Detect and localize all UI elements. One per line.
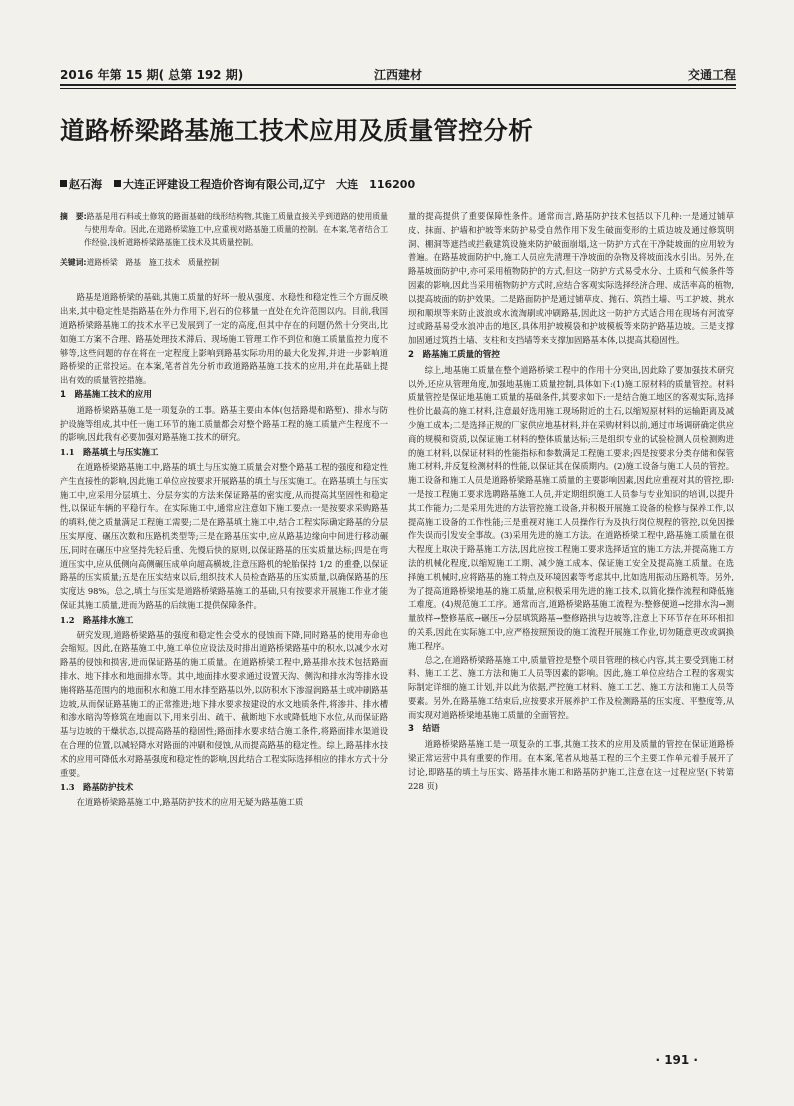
author-affiliation: 大连正评建设工程造价咨询有限公司,辽宁 大连 116200 (123, 178, 416, 191)
keywords (60, 256, 388, 270)
right-column (408, 210, 734, 793)
section-name: 交通工程 (687, 68, 736, 82)
subsection-1-3-paragraph: 在道路桥梁路基施工中,路基防护技术的应用无疑为路基施工质 (76, 797, 304, 808)
issue-info: 2016 年第 15 期( 总第 192 期) (60, 68, 244, 82)
header-rule-thin (60, 88, 736, 89)
subsection-heading-1-2: 1.2 路基排水施工 (60, 614, 134, 625)
journal-name: 江西建材 (373, 68, 422, 82)
section-2-paragraph: 综上,地基施工质量在整个道路桥梁工程中的作用十分突出,因此除了要加强技术研究以外,还应从管理角度,加强地基施工质量控制,具体如下:(1)施工原材料的质量管控。材料质量管控是保证地基施工质量的基础条件,其要求如下:一是结合施工地区的客观实际,选择性价比最高的施工材料,注意最好选用施工现场附近的土石,以缩短原材料的运输距离及减少施工成本;二是选择正规的厂家供应地基材料,并在采购材料以前,通过市场调研确定供应商的规模和资质,以保证施工材料的整体质量达标;三是组织专业的试验检测人员检测购进的施工材料,以保证材料的性能指标和参数满足工程施工要求;四是按要求分类存储和保管施工材料,并反复检测材料的性能,以保证其在保质期内。(2)施工设备与施工人员的管控。施工设备和施工人员是道路桥梁路基施工质量的主要影响因素,因此应重视对其的管控,即:一是按工程施工要求选聘路基施工人员,并定期组织施工人员参与专业知识的培训,以提升其工作能力;二是采用先进的方法管控施工设备,并积极开展施工设备的检修与保养工作,以提高施工设备的工作性能;三是重视对施工人员操作行为及执行岗位规程的管控,以免因操作失误而引发安全事故。(3)采用先进的施工方法。在道路桥梁工程中,路基施工质量在很大程度上取决于路基施工方法,因此应按工程施工要求选择适宜的施工方法,并提高施工方法的机械化程度,以缩短施工工期、减少施工成本、保证施工安全及提高施工质量。在选择施工机械时,应将路基的施工特点及环境因素等考虑其中,比如选用振动压路机等。另外,为了提高道路桥梁地基的施工质量,应积极采用先进的施工技术,以简化操作流程和降低施工难度。(4)规范施工工序。通常而言,道路桥梁路基施工流程为:整修便道→挖排水沟→测量放样→整修基底→碾压→分层填筑路基→整修路拱与边坡等,注意上下环节存在环环相扣的关系,因此在实际施工中,应严格按照预设的施工流程开展施工作业,切勿随意更改或调换施工程序。 (408, 364, 734, 651)
section-heading-1: 1 路基施工技术的应用 (60, 389, 152, 400)
section-2-summary: 总之,在道路桥梁路基施工中,质量管控是整个项目管理的核心内容,其主要受到施工材料、施工工艺、施工方法和施工人员等因素的影响。因此,施工单位应结合工程的客观实际制定详细的施工计划,并以此为依据,严控施工材料、施工工艺、施工方法和施工人员等要素。另外,在路基施工结束后,应按要求开展养护工作及检测路基的压实度、平整度等,从而实现对道路桥梁地基施工质量的全面管控。 (408, 654, 734, 720)
author-line (60, 176, 736, 192)
header-rule (60, 84, 736, 86)
page-number: · 191 · (655, 1053, 698, 1067)
subsection-1-2-paragraph: 研究发现,道路桥梁路基的强度和稳定性会受水的侵蚀而下降,同时路基的使用寿命也会缩短。因此,在路基施工中,施工单位应设法及时排出道路桥梁路基中的积水,以减少水对路基的侵蚀和损害,进而保证路基的施工质量。在道路桥梁工程中,路基排水技术包括路面排水、地下排水和地面排水等。其中,地面排水要求通过设置天沟、侧沟和排水沟等排水设施将路基范围内的地面积水和施工用水排至路基以外,以防积水下渗湿润路基土或冲刷路基边坡,从而保证路基施工的正常推进;地下排水要求按建设的水文地质条件,将渗井、排水槽和渗水暗沟等修筑在地面以下,用来引出、疏干、截断地下水或降低地下水位,从而保证路基与边坡的干燥状态,以提高路基的稳固性;路面排水要求结合施工条件,将路面排水渠道设在合理的位置,以减轻降水对路面的冲刷和侵蚀,从而提高路基的稳定性。综上,路基排水技术的应用可降低水对路基强度和稳定性的影响,因此结合工程实际选择相应的排水方式十分重要。 (60, 629, 388, 778)
abstract-text: 路基是用石料或土修筑的路面基础的线形结构物,其施工质量直接关乎到道路的使用质量与使用寿命。因此,在道路桥梁施工中,应重视对路基施工质量的控制。在本案,笔者结合工作经验,浅析道路桥梁路基施工技术及其质量控制。 (84, 212, 388, 248)
section-heading-3: 3 结语 (408, 724, 440, 735)
keywords-label: 关键词: (60, 257, 87, 267)
author-name: 赵石海 (69, 178, 102, 191)
abstract (60, 210, 388, 250)
subsection-heading-1-3: 1.3 路基防护技术 (60, 782, 134, 793)
article-title: 道路桥梁路基施工技术应用及质量管控分析 (60, 116, 534, 145)
subsection-heading-1-1: 1.1 路基填土与压实施工 (60, 447, 159, 458)
subsection-1-1-paragraph: 在道路桥梁路基施工中,路基的填土与压实施工质量会对整个路基工程的强度和稳定性产生直接性的影响,因此施工单位应按要求开展路基的填土与压实施工。在路基填土与压实施工中,应采用分层填土、分层夯实的方法来保证路基的密实度,从而提高其坚固性和稳定性,以保证车辆的平稳行车。在实际施工中,通常应注意如下施工要点:一是按要求采购路基的填料,使之质量满足工程施工需要;二是在路基填土施工中,结合工程实际确定路基的分层压实厚度、碾压次数和压路机类型等;三是在路基压实中,应从路基边缘向中间进行移动碾压,同时在碾压中应坚持先轻后重、先慢后快的原则,以保证路基的压实质量达标;四是在弯道压实中,应从低侧向高侧碾压成单向超高横坡,注意压路机的轮胎保持 1/2 的重叠,以保证路基的压实质量;五是在压实结束以后,组织技术人员检查路基的压实质量,以确保路基的压实度达 98%。总之,填土与压实是道路桥梁路基施工的基础,只有按要求开展施工作业才能保证其施工质量,进而为路基的后续施工提供保障条件。 (60, 461, 388, 610)
conclusion-paragraph: 道路桥梁路基施工是一项复杂的工事,其施工技术的应用及质量的管控在保证道路桥梁正常运营中具有重要的作用。在本案,笔者从地基工程的三个主要工作单元着手展开了讨论,即路基的填土与压实、路基排水施工和路基防护施工,注意在这一过程应坚(下转第 228 页) (408, 739, 734, 791)
subsection-1-3-continued: 量的提高提供了重要保障性条件。通常而言,路基防护技术包括以下几种:一是通过铺草皮、抹面、护墙和护坡等来防护易受自然作用下发生破面变形的土质边坡及通过修筑明洞、棚洞等遮挡或拦截建筑设施来防护破面崩塌,这一防护方式在干净陡坡面的应用较为普遍。在路基坡面防护中,施工人员应先清理干净坡面的杂物及将坡面浅水引出。另外,在路基坡面防护中,亦可采用植物防护的方式,但这一防护方式易受水分、土质和气候条件等因素的影响,因此当采用植物防护方式时,应结合客观实际选择经济合理、成活率高的植物,以提高坡面的防护效果。二是路面防护是通过铺草皮、抛石、筑挡土墙、丐工护坡、挑水坝和顺坝等来防止波浪或水流淘刷或冲刷路基,因此这一防护方式适合用在现场有河流穿过或路基易受水浪冲击的地区,具体用护坡模袋和护坡模板等来防护路基边坡。三是支撑加固通过筑挡土墙、支柱和支挡墙等来支撑加固路基本体,以提高其稳固性。 (408, 211, 734, 346)
section-heading-2: 2 路基施工质量的管控 (408, 349, 500, 360)
left-column (60, 210, 388, 810)
section-1-paragraph: 道路桥梁路基施工是一项复杂的工事。路基主要由本体(包括路堤和路堑)、排水与防护设施等组成,其中任一施工环节的施工质量都会对整个路基工程的施工质量产生程度不一的影响,因此我有必要加强对路基施工技术的研究。 (60, 404, 388, 443)
keywords-text: 道路桥梁 路基 施工技术 质量控制 (86, 257, 220, 267)
affiliation-bullet-icon (114, 180, 121, 187)
intro-paragraph: 路基是道路桥梁的基础,其施工质量的好坏一般从强度、水稳性和稳定性三个方面反映出来,其中稳定性是指路基在外力作用下,岩石的位移量一直处在允许范围以内。目前,我国道路桥梁路基施工的技术水平已发展到了一定的高度,但其中存在的问题仍然十分突出,比如施工方案不合理、路基处理技术滞后、现场施工管理工作不到位和施工质量监控力度不够等,这些问题的存在将在一定程度上影响到路基实际功用的最大化发挥,并进一步影响道路桥梁的正常投运。在本案,笔者首先分析市政道路路基施工技术的应用,并在此基础上提出有效的质量管控措施。 (60, 292, 388, 386)
abstract-label: 摘 要: (60, 212, 87, 221)
running-header (60, 62, 736, 84)
author-bullet-icon (60, 180, 67, 187)
